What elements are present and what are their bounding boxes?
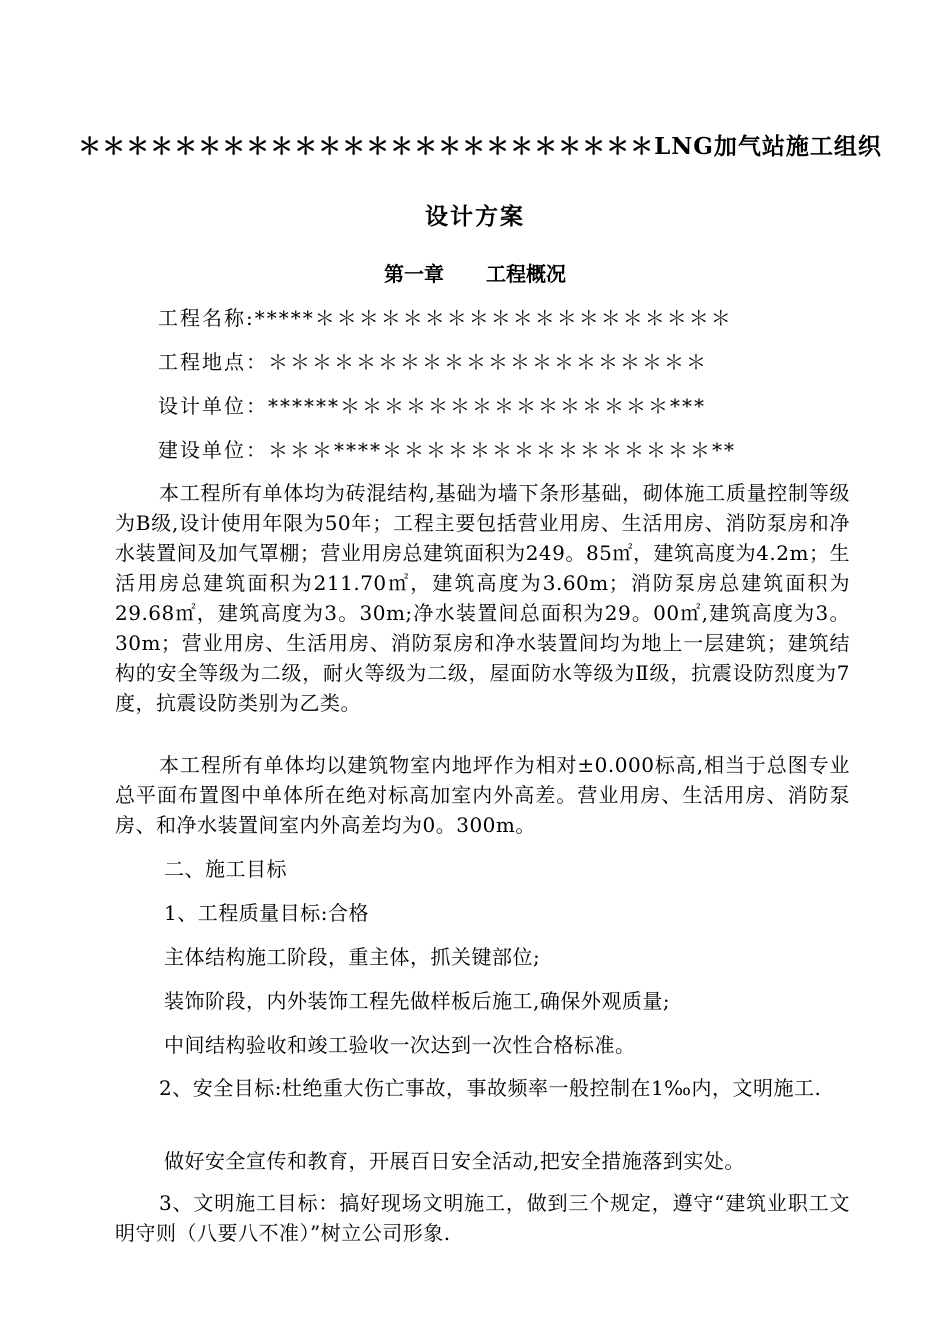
safety-item-1: 做好安全宣传和教育，开展百日安全活动,把安全措施落到实处。 [164,1149,745,1173]
quality-goal: 1、工程质量目标:合格 [164,901,369,925]
chapter-number: 第一章 [384,262,444,286]
quality-item-3: 中间结构验收和竣工验收一次达到一次性合格标准。 [164,1033,636,1057]
project-location: 工程地点：＊＊＊＊＊＊＊＊＊＊＊＊＊＊＊＊＊＊＊＊ [158,350,708,374]
construction-unit: 建设单位：＊＊＊****＊＊＊＊＊＊＊＊＊＊＊＊＊＊＊** [158,438,736,462]
safety-goal: 2、安全目标:杜绝重大伤亡事故，事故频率一般控制在1‰内，文明施工. [159,1076,822,1100]
document-title-line2: 设计方案 [425,203,525,230]
section-heading-goals: 二、施工目标 [164,857,287,881]
design-unit: 设计单位：******＊＊＊＊＊＊＊＊＊＊＊＊＊＊＊*** [158,394,706,418]
paragraph-elevation: 本工程所有单体均以建筑物室内地坪作为相对±0.000标高,相当于总图专业总平面布置图中单体所在绝对标高加室内外高差。营业用房、生活用房、消防泵房、和净水装置间室内外高差均为0。300m。 [115,753,850,837]
chapter-heading [0,258,950,287]
project-name: 工程名称:*****＊＊＊＊＊＊＊＊＊＊＊＊＊＊＊＊＊＊＊ [158,306,733,330]
civilized-construction-goal: 3、文明施工目标：搞好现场文明施工，做到三个规定，遵守“建筑业职工文明守则（八要八不准）”树立公司形象. [115,1191,850,1245]
quality-item-2: 装饰阶段，内外装饰工程先做样板后施工,确保外观质量; [164,989,671,1013]
document-title-line1: ＊＊＊＊＊＊＊＊＊＊＊＊＊＊＊＊＊＊＊＊＊＊＊＊LNG加气站施工组织 [78,133,882,160]
paragraph-overview: 本工程所有单体均为砖混结构,基础为墙下条形基础，砌体施工质量控制等级为B级,设计使用年限为50年；工程主要包括营业用房、生活用房、消防泵房和净水装置间及加气罩棚；营业用房总建筑面积为249。85㎡，建筑高度为4.2m；生活用房总建筑面积为211.70㎡，建筑高度为3.60m；消防泵房总建筑面积为29.68㎡，建筑高度为3。30m;净水装置间总面积为29。00㎡,建筑高度为3。30m；营业用房、生活用房、消防泵房和净水装置间均为地上一层建筑；建筑结构的安全等级为二级，耐火等级为二级，屋面防水等级为Ⅱ级，抗震设防烈度为7度，抗震设防类别为乙类。 [115,481,850,715]
quality-item-1: 主体结构施工阶段，重主体，抓关键部位; [164,945,541,969]
chapter-title: 工程概况 [486,262,566,286]
